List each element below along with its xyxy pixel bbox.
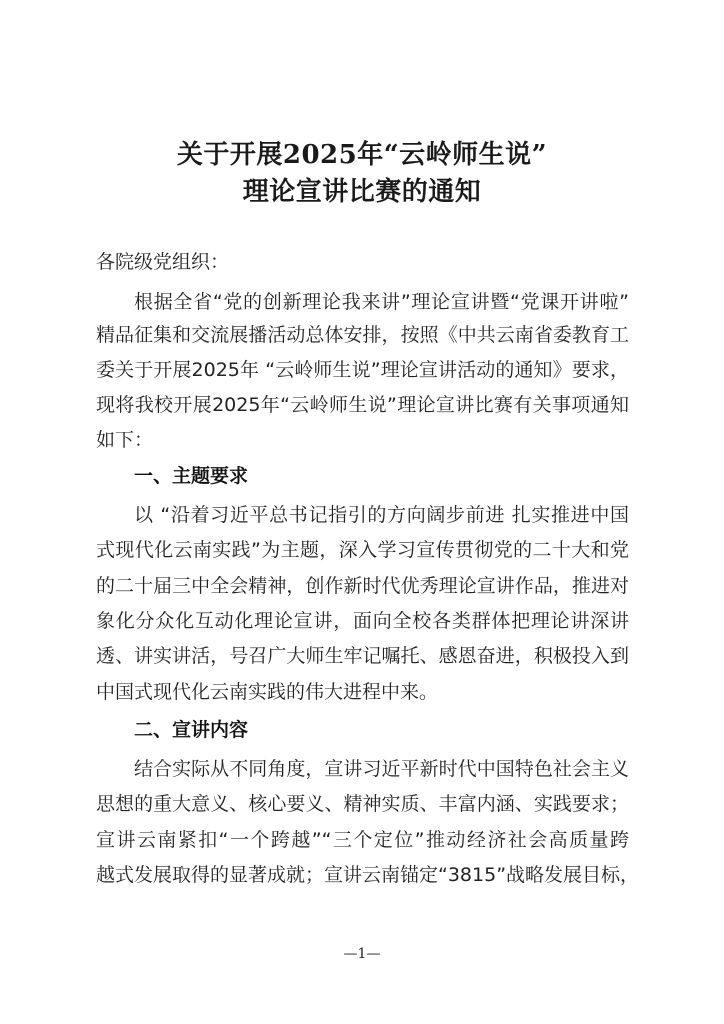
section-heading-theme: 一、主题要求 [134, 465, 249, 487]
paragraph-line: 结合实际从不同角度，宣讲习近平新时代中国特色社会主义 [134, 758, 629, 780]
paragraph-line: 思想的重大意义、核心要义、精神实质、丰富内涵、实践要求； [96, 793, 629, 815]
document-title-line-1: 关于开展2025年“云岭师生说” [176, 140, 548, 170]
paragraph-line: 委关于开展2025年 “云岭师生说”理论宣讲活动的通知》要求， [96, 359, 629, 381]
paragraph-line: 现将我校开展2025年“云岭师生说”理论宣讲比赛有关事项通知 [96, 394, 629, 416]
paragraph-line: 精品征集和交流展播活动总体安排，按照《中共云南省委教育工 [96, 324, 629, 346]
section-heading-content: 二、宣讲内容 [134, 719, 249, 741]
page-number: —1— [343, 946, 381, 962]
salutation: 各院级党组织： [96, 251, 230, 273]
paragraph-line: 象化分众化互动化理论宣讲，面向全校各类群体把理论讲深讲 [96, 610, 629, 632]
paragraph-line: 透、讲实讲活，号召广大师生牢记嘱托、感恩奋进，积极投入到 [96, 645, 629, 667]
paragraph-line: 的二十届三中全会精神，创作新时代优秀理论宣讲作品，推进对 [96, 575, 629, 597]
paragraph-line: 式现代化云南实践”为主题，深入学习宣传贯彻党的二十大和党 [96, 539, 629, 561]
paragraph-line: 越式发展取得的显著成就；宣讲云南锚定“3815”战略发展目标， [96, 864, 640, 886]
paragraph-line: 宣讲云南紧扣“一个跨越”“三个定位”推动经济社会高质量跨 [96, 829, 629, 851]
paragraph-line: 如下： [96, 429, 154, 451]
paragraph-line: 根据全省“党的创新理论我来讲”理论宣讲暨“党课开讲啦” [134, 291, 629, 313]
document-title-line-2: 理论宣讲比赛的通知 [242, 177, 482, 207]
paragraph-line: 以 “沿着习近平总书记指引的方向阔步前进 扎实推进中国 [134, 504, 629, 526]
paragraph-line: 中国式现代化云南实践的伟大进程中来。 [96, 681, 439, 703]
